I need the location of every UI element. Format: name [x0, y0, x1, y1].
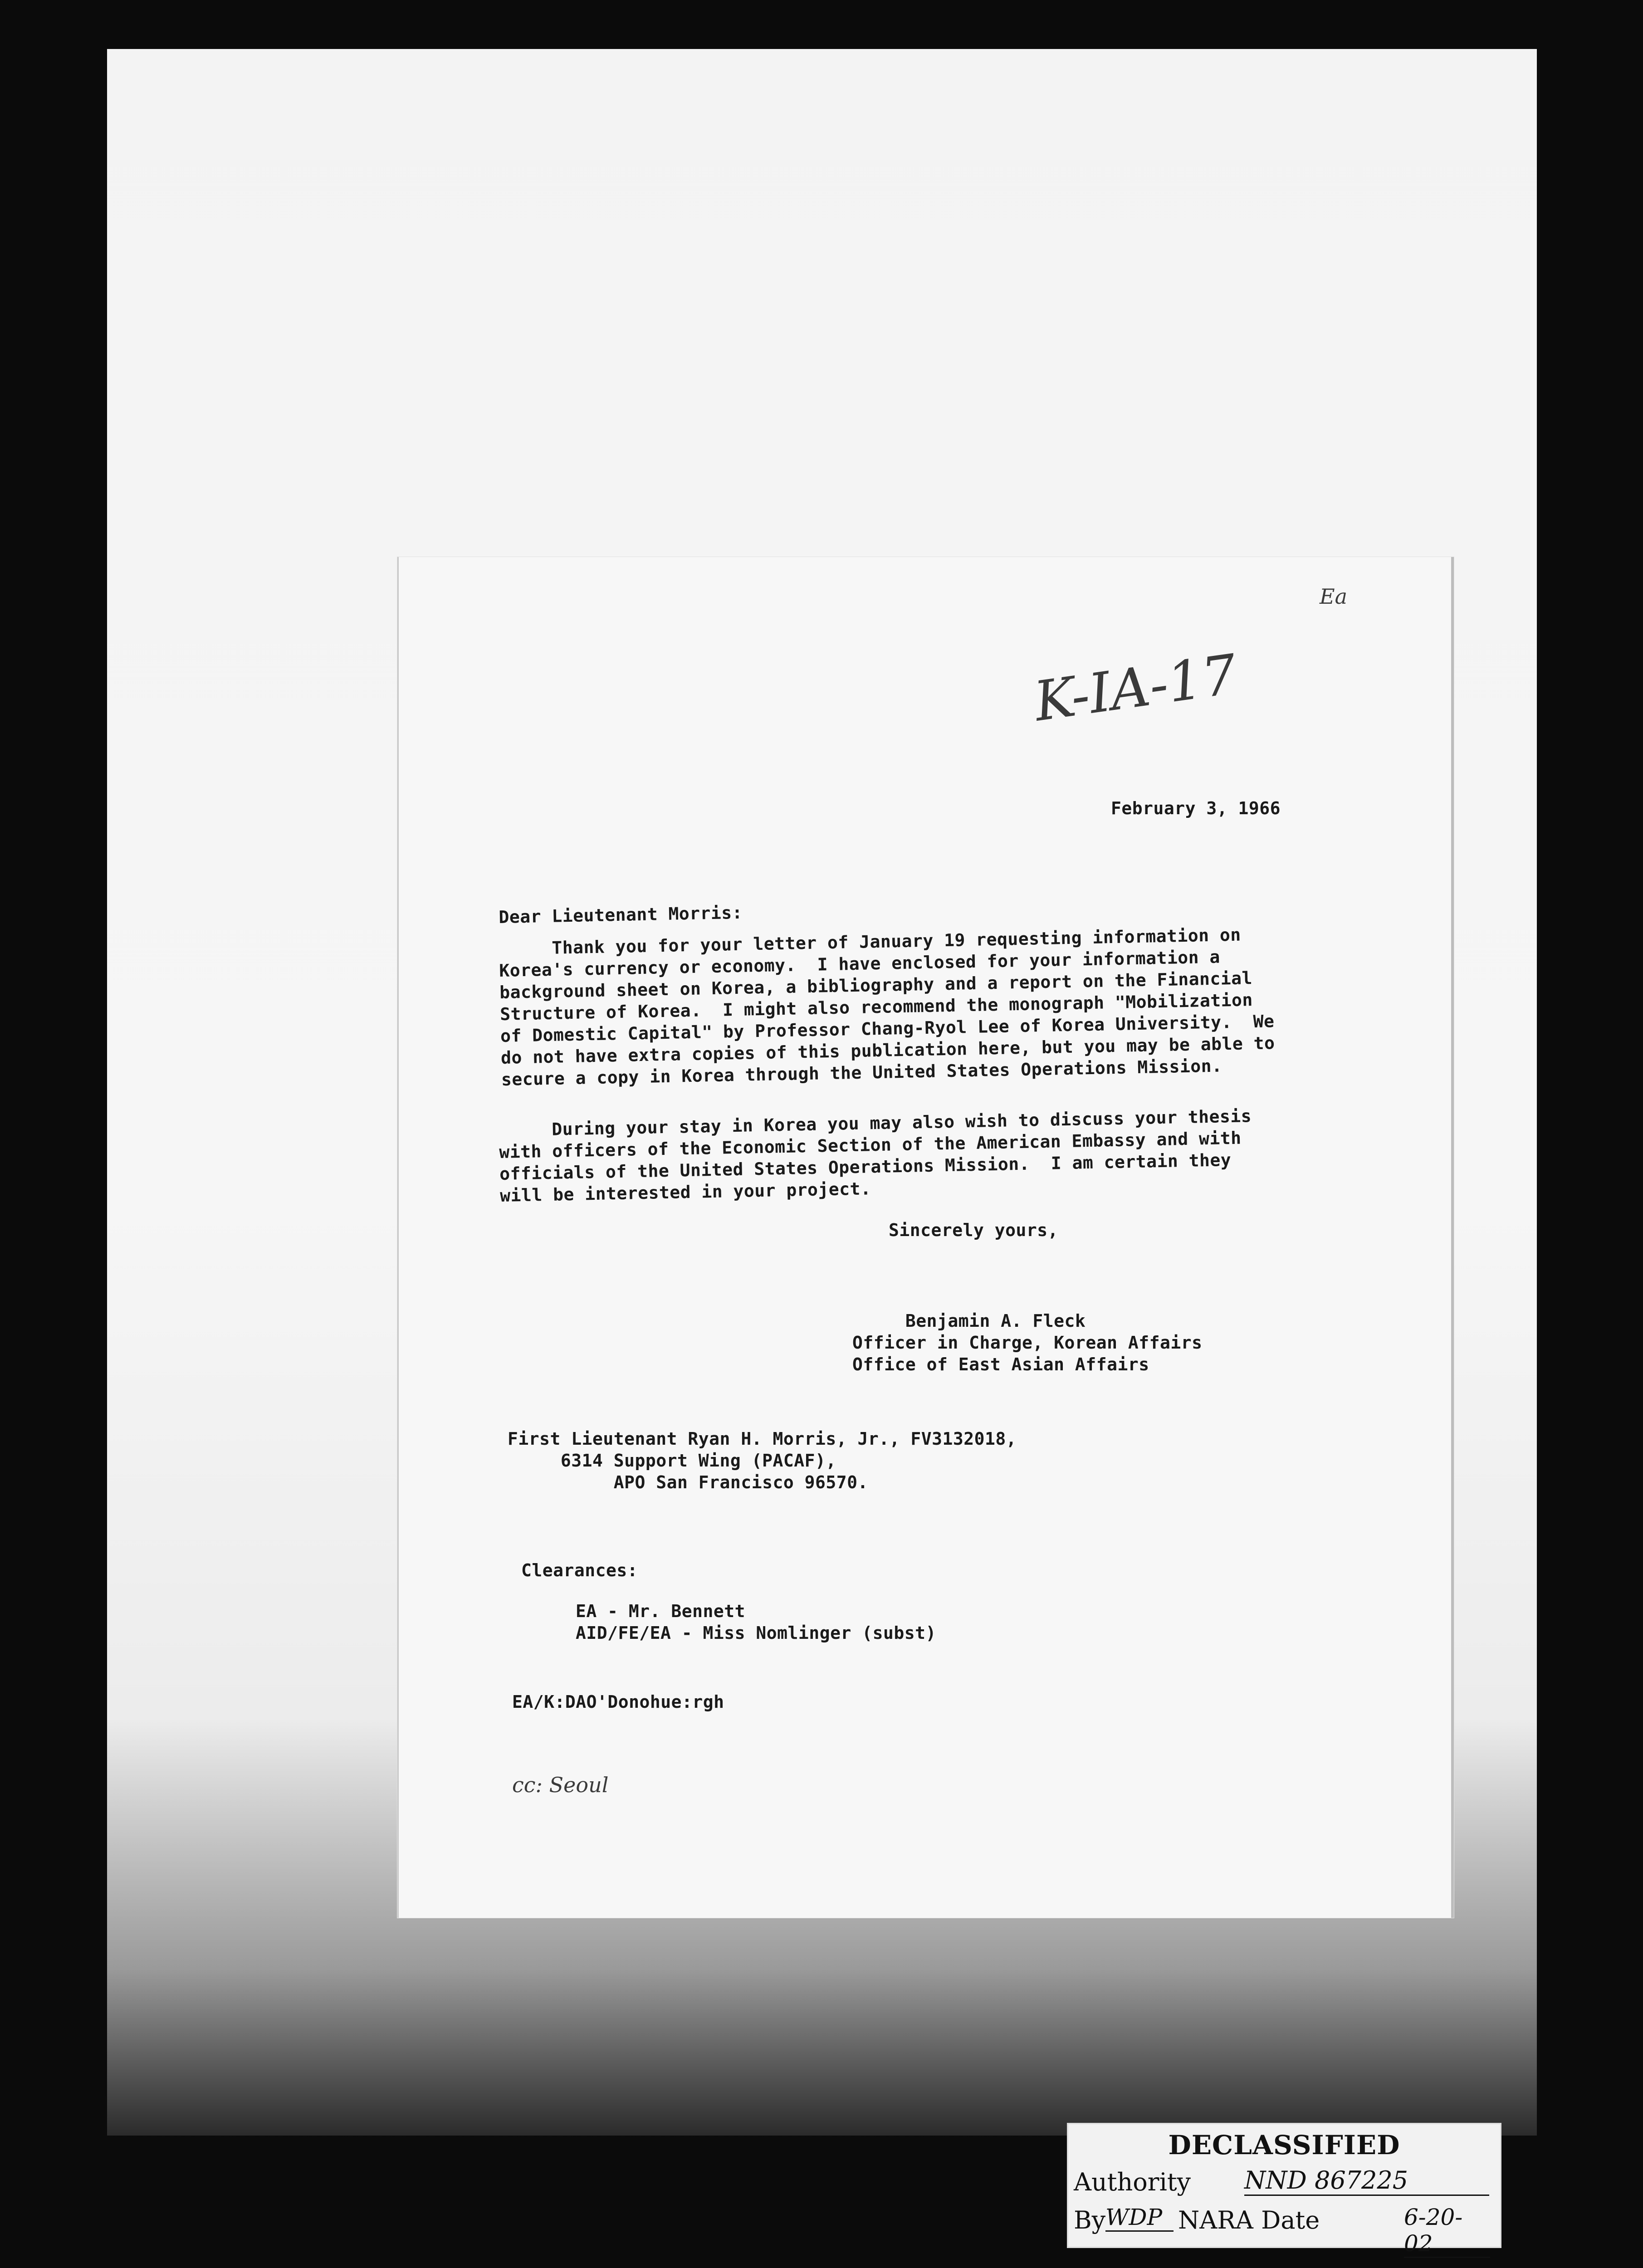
- body-paragraph-2: During your stay in Korea you may also wish to discuss your thesis with officers of the Economic Section of the American Embassy and with officials of the United States Operations Mission. I am certain they will be interested in your project.: [499, 1106, 1252, 1206]
- body-paragraph-1: Thank you for your letter of January 19 requesting information on Korea's currency or economy. I have enclosed for your information a background sheet on Korea, a bibliography and a report on the Financial Structure of Korea. I might also recommend the monograph "Mobilization of Domestic Capital" by Professor Chang-Ryol Lee of Korea University. We do not have extra copies of this publication here, but you may be able to secure a copy in Korea through the United States Operations Mission.: [499, 924, 1275, 1090]
- stamp-date-label: NARA Date: [1178, 2206, 1320, 2234]
- clearances-label: Clearances:: [521, 1560, 638, 1580]
- photographed-sheet: [107, 49, 1537, 2136]
- stamp-by-label: By: [1074, 2206, 1106, 2234]
- letter-date: February 3, 1966: [1111, 798, 1281, 818]
- drafter-line: EA/K:DAO'Donohue:rgh: [512, 1692, 724, 1712]
- stamp-authority-value: NND 867225: [1244, 2166, 1489, 2196]
- handwritten-cc-note: cc: Seoul: [512, 1773, 609, 1797]
- clearances-list: EA - Mr. Bennett AID/FE/EA - Miss Nomlinger (subst): [576, 1601, 936, 1643]
- stamp-title: DECLASSIFIED: [1168, 2130, 1400, 2160]
- stamp-authority-label: Authority: [1074, 2168, 1191, 2196]
- stamp-date-value: 6-20-02: [1404, 2204, 1490, 2258]
- declassified-stamp: [1067, 2123, 1501, 2257]
- letter-page: [397, 557, 1454, 1918]
- signature-block: Benjamin A. Fleck Officer in Charge, Korean Affairs Office of East Asian Affairs: [852, 1311, 1203, 1374]
- handwritten-file-mark: K-IA-17: [1030, 643, 1241, 734]
- stamp-by-value: WDP: [1105, 2204, 1174, 2232]
- salutation: Dear Lieutenant Morris:: [499, 902, 743, 927]
- addressee-block: First Lieutenant Ryan H. Morris, Jr., FV3132018, 6314 Support Wing (PACAF), APO San Francisco 96570.: [508, 1429, 1017, 1492]
- closing: Sincerely yours,: [889, 1220, 1059, 1240]
- handwritten-corner-mark: Ea: [1320, 584, 1348, 609]
